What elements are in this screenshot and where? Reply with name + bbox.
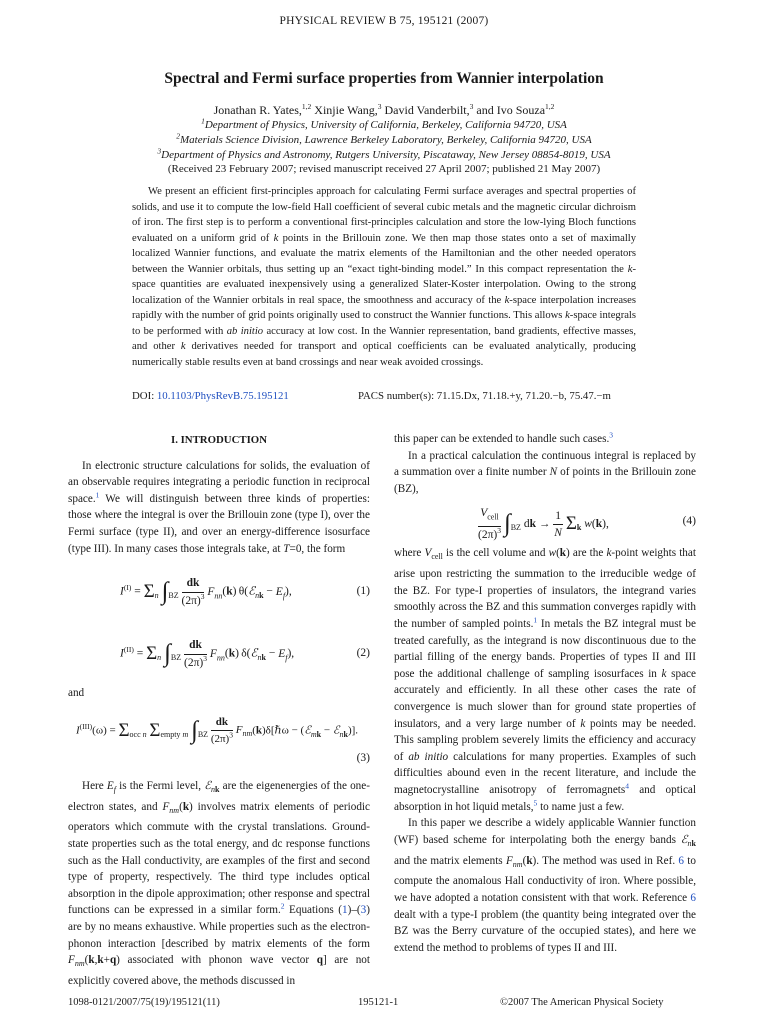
affiliation-3: $^3$Department of Physics and Astronomy, Rutgers University, Piscataway, New Jersey 08854-8019, USA: [157, 146, 611, 161]
abstract: [132, 184, 636, 370]
right-paragraph-3: In this paper we describe a widely applicable Wannier function (WF) based scheme for interpolating both the energy bands ℰ$_{nk}$ and the matrix elements $F_{nm}(k)$. The method was used in Ref. 6 to compute the anomalous Hall conductivity of iron. Where possible, we have adopted a notation consistent with that work. Reference 6 dealt with a type-I problem (the quantity being integrated over the BZ was the Berry curvature of the occupied states), and here we extend the method to problems of types II and III.: [394, 817, 697, 954]
and-text: and: [68, 687, 85, 700]
equation-1-number: (1): [356, 585, 370, 598]
right-paragraph-1: In a practical calculation the continuous integral is replaced by a summation over a finite number N of points in the Brillouin zone (BZ),: [394, 449, 696, 495]
right-column: [394, 431, 696, 956]
left-column: [68, 432, 370, 990]
doi-link[interactable]: 10.1103/PhysRevB.75.195121: [156, 390, 289, 402]
journal-header: PHYSICAL REVIEW B 75, 195121 (2007): [279, 15, 489, 27]
equation-2-number: (2): [356, 647, 370, 660]
equation-2: $I^{(II)} = \Sigma_n$ $\int_{BZ}$ $\frac{dk}{(2\pi)^3}$ $F_{nn}(k)$ δ(ℰ$_{nk}$ − $E_f$), (2): [120, 639, 370, 669]
received-dates: (Received 23 February 2007; revised manuscript received 27 April 2007; published 21 May 2007): [167, 163, 601, 175]
footer-page-number: 195121-1: [358, 997, 399, 1008]
pacs-numbers: PACS number(s): 71.15.Dx, 71.18.+y, 71.20.−b, 75.47.−m: [358, 390, 611, 402]
author-list: Jonathan R. Yates,$^{1,2}$ Xinjie Wang,$^3$ David Vanderbilt,$^3$ and Ivo Souza$^{1,2}$: [213, 102, 555, 117]
paper-title: Spectral and Fermi surface properties from Wannier interpolation: [164, 70, 604, 87]
equation-3-number: (3): [356, 751, 370, 764]
intro-paragraph-1: In electronic structure calculations for solids, the evaluation of an observable requires integrating a periodic function in reciprocal space.$^1$ We will distinguish between three kinds of properties: those where the integral is over the Brillouin zone (type I), over the Fermi surface (type II), and over an energy-difference isosurface (type III). In many cases those integrals take, at T=0, the form: [68, 459, 370, 555]
doi-row: [132, 390, 636, 402]
abstract-text: We present an efficient first-principles approach for calculating Fermi surface averages and spectral properties of solids, and use it to compute the low-field Hall coefficient of several cubic metals and the magnetic circular dichroism of iron. The first step is to perform a conventional first-principles calculation and store the low-lying Bloch functions evaluated on a uniform grid of k points in the Brillouin zone. We then map those states onto a set of maximally localized Wannier functions, and evaluate the matrix elements of the Hamiltonian and the other needed operators between the Wannier orbitals, thus setting up an “exact tight-binding model.” In this compact representation the k-space quantities are evaluated inexpensively using a generalized Slater-Koster interpolation. Owing to the strong localization of the Wannier orbitals in real space, the smoothness and accuracy of the k-space interpolation increases rapidly with the number of grid points originally used to construct the Wannier functions. This allows k-space integrals to be performed with ab initio accuracy at low cost. In the Wannier representation, band gradients, effective masses, and other k derivatives needed for transport and optical coefficients can be evaluated analytically, producing numerically stable results even at band crossings and near weak avoided crossings.: [132, 186, 637, 368]
section-heading: I. INTRODUCTION: [171, 434, 267, 446]
equation-4-number: (4): [682, 515, 696, 528]
right-paragraph-0: this paper can be extended to handle such cases.$^3$: [394, 430, 614, 445]
doi-label: DOI:: [132, 390, 155, 402]
footer-copyright: ©2007 The American Physical Society: [500, 997, 664, 1008]
right-paragraph-2: where $V_{cell}$ is the cell volume and w(k) are the k-point weights that arise upon restricting the summation to the irreducible wedge of the BZ. For type-I properties of insulators, the integrand varies smoothly across the BZ and this summation converges rapidly with the number of sampled points.$^1$ In metals the BZ integral must be treated carefully, as the integrand is now discontinuous due to the partial filling of the energy bands. Properties of types II and III pose the additional challenge of sampling isosurfaces in k space accurately and efficiently. In all these other cases the rate of convergence is much slower than for ground state properties of insulators, and a very large number of k points may be needed. This sampling problem severely limits the efficiency and accuracy of ab initio calculations for many properties. Examples of such difficulties abound even in the recent literature, and include the magnetocrystalline anisotropy of ferromagnets$^4$ and optical absorption in hot liquid metals,$^5$ to name just a few.: [394, 547, 696, 813]
affiliation-2: $^2$Materials Science Division, Lawrence Berkeley Laboratory, Berkeley, California 94720, USA: [176, 131, 592, 146]
equation-4: $\frac{V_{cell}}{(2\pi)^3}$ $\int_{BZ}$ dk → $\frac{1}{N}$ $\Sigma_k$ w(k), (4): [478, 507, 696, 542]
affiliation-1: $^1$Department of Physics, University of California, Berkeley, California 94720, USA: [201, 116, 567, 131]
equation-1: $I^{(I)} = \Sigma_n$ $\int_{BZ}$ $\frac{dk}{(2\pi)^3}$ $F_{nn}(k)$ θ(ℰ$_{nk}$ − $E_f$), (1): [120, 577, 370, 607]
footer-left: 1098-0121/2007/75(19)/195121(11): [68, 997, 220, 1008]
intro-paragraph-2: Here $E_f$ is the Fermi level, ℰ$_{nk}$ are the eigenenergies of the one-electron states, and $F_{nm}(k)$ involves matrix elements of periodic operators which commute with the crystal translations. Ground-state properties such as the total energy, and dc response functions such as the Hall conductivity, are examples of the first and second type of property, respectively. The third type includes optical absorption in the dipole approximation; other response and spectral functions can be expressed in a similar form.$^2$ Equations (1)–(3) are by no means exhaustive. While properties such as the electron-phonon interaction [described by matrix elements of the form $F_{nm}(k,k+q)$ associated with phonon wave vector q] are not explicitly covered above, the methods discussed in: [68, 779, 370, 987]
equation-3: $I^{(III)}(\omega) = \Sigma_{occ n}$ $\Sigma_{empty m}$ $\int_{BZ}$ $\frac{dk}{(2\pi)^3}$ $F_{nm}(k)\delta[\hbar\omega$ − (ℰ$_{mk}$ − ℰ$_{nk}$)]. (3): [68, 706, 370, 770]
